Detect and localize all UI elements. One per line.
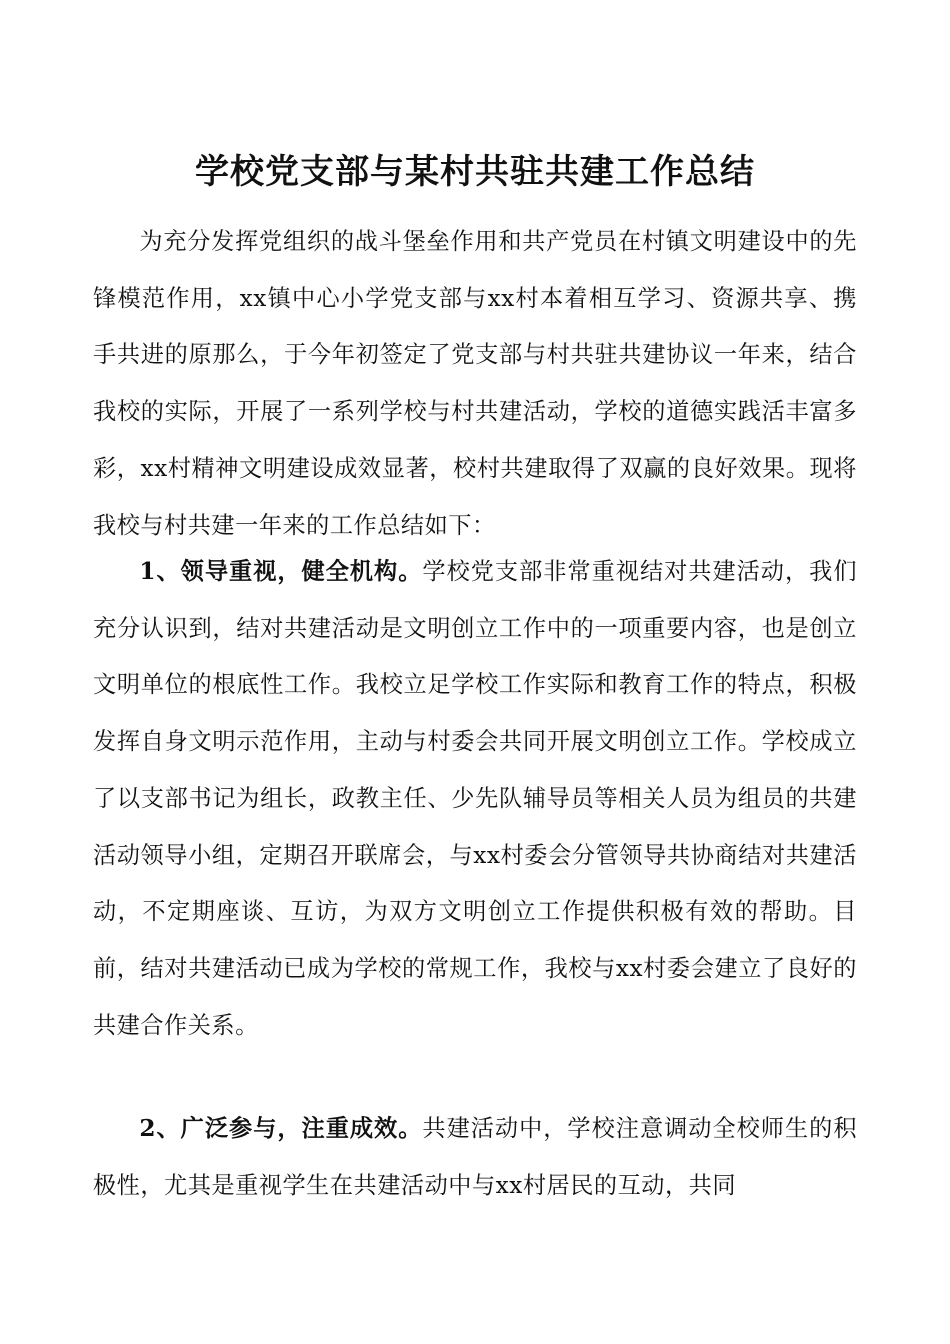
paragraph-intro (93, 214, 857, 554)
paragraph-intro-text: 为充分发挥党组织的战斗堡垒作用和共产党员在村镇文明建设中的先锋模范作用，xx镇中心小学党支部与xx村本着相互学习、资源共享、携手共进的原那么，于今年初签定了党支部与村共驻共建协议一年来，结合我校的实际，开展了一系列学校与村共建活动，学校的道德实践活丰富多彩，xx村精神文明建设成效显著，校村共建取得了双赢的良好效果。现将我校与村共建一年来的工作总结如下： (93, 228, 857, 539)
section-2-text: 共建活动中，学校注意调动全校师生的积极性，尤其是重视学生在共建活动中与xx村居民的互动，共同 (93, 1115, 858, 1199)
section-2-heading: 2、广泛参与，注重成效。 (139, 1115, 423, 1142)
section-1-text: 学校党支部非常重视结对共建活动，我们充分认识到，结对共建活动是文明创立工作中的一项重要内容，也是创立文明单位的根底性工作。我校立足学校工作实际和教育工作的特点，积极发挥自身文明示范作用，主动与村委会共同开展文明创立工作。学校成立了以支部书记为组长，政教主任、少先队辅导员等相关人员为组员的共建活动领导小组，定期召开联席会，与xx村委会分管领导共协商结对共建活动，不定期座谈、互访，为双方文明创立工作提供积极有效的帮助。目前，结对共建活动已成为学校的常规工作，我校与xx村委会建立了良好的共建合作关系。 (93, 558, 858, 1039)
paragraph-section-1 (93, 544, 857, 1054)
section-1-heading: 1、领导重视，健全机构。 (139, 558, 423, 585)
document-title: 学校党支部与某村共驻共建工作总结 (195, 152, 755, 192)
paragraph-section-2 (93, 1101, 857, 1214)
